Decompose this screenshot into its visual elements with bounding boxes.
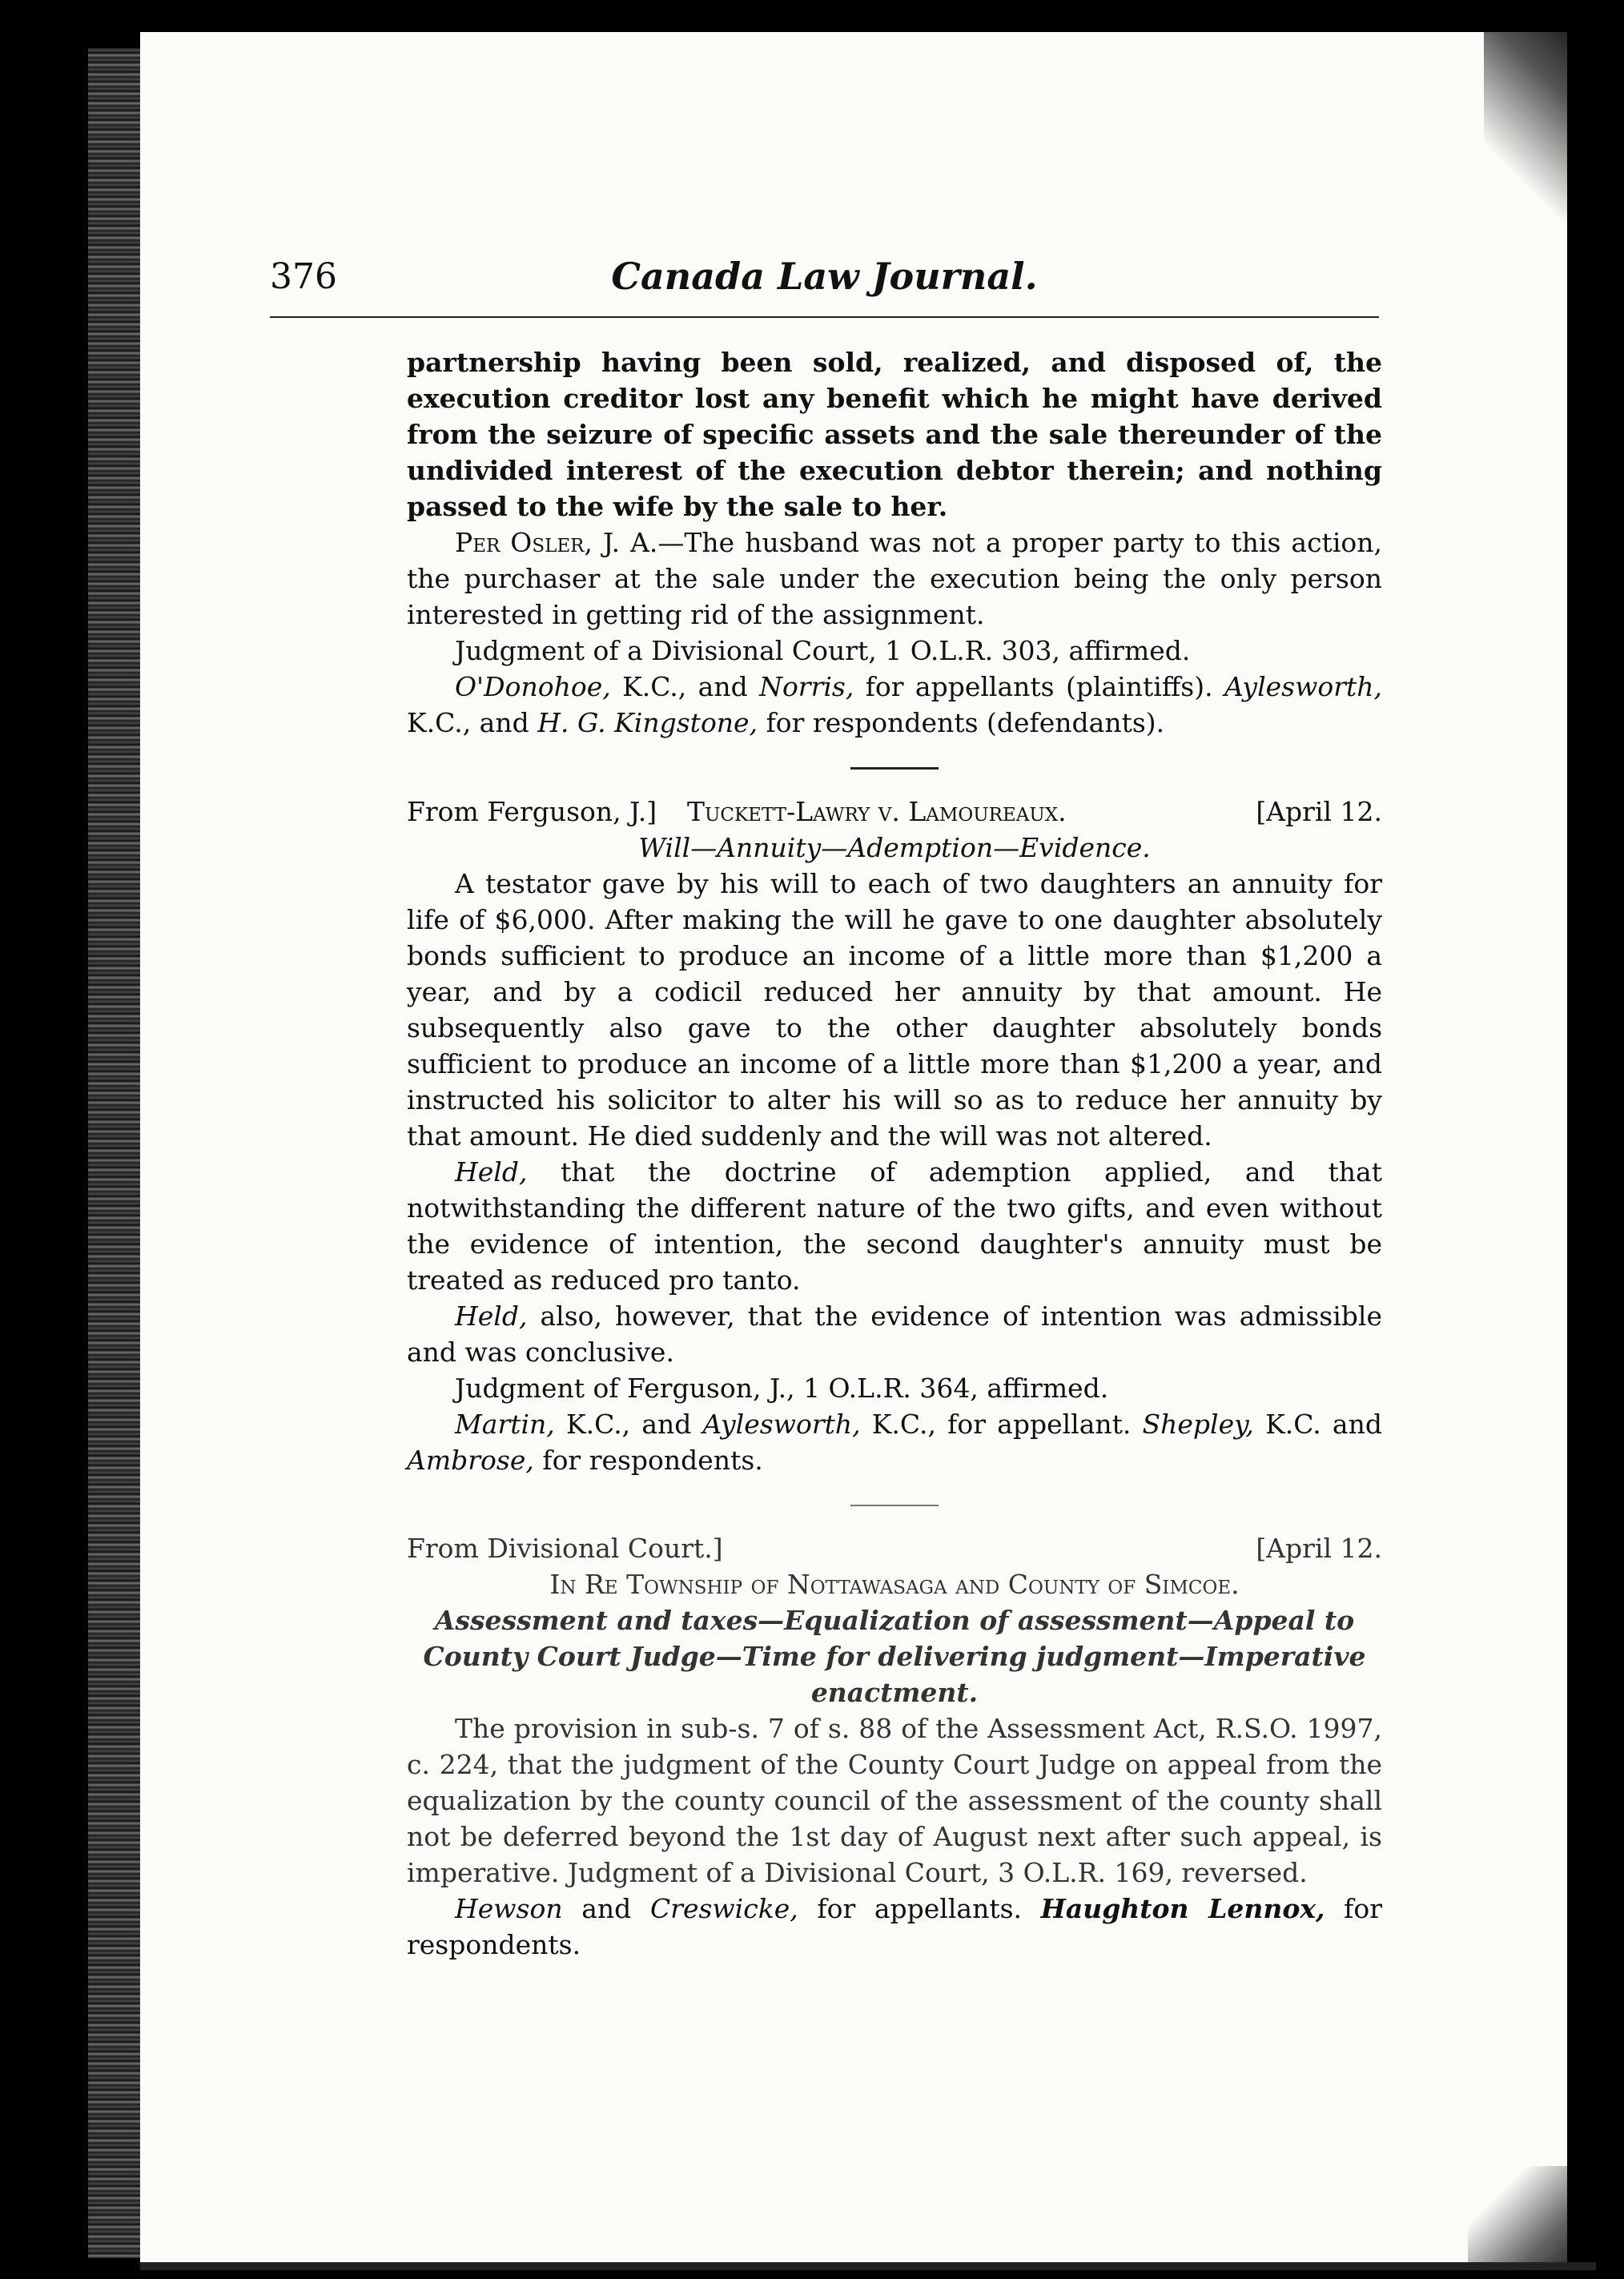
counsel-name: H. G. Kingstone, bbox=[537, 707, 758, 738]
counsel-name: Norris, bbox=[759, 671, 854, 702]
case-1-counsel bbox=[407, 669, 1382, 741]
case-3-date: [April 12. bbox=[1256, 1533, 1382, 1564]
running-title: Canada Law Journal. bbox=[611, 255, 1038, 298]
case-3 bbox=[407, 1530, 1382, 1963]
header-rule bbox=[270, 316, 1379, 318]
counsel-text: for appellants. bbox=[798, 1893, 1041, 1924]
case-3-from-court: From Divisional Court.] bbox=[407, 1533, 723, 1564]
case-1 bbox=[407, 344, 1382, 741]
held-label: Held, bbox=[455, 1300, 528, 1332]
counsel-name: Hewson bbox=[455, 1893, 563, 1924]
page-body bbox=[407, 344, 1382, 1963]
counsel-name: Haughton Lennox, bbox=[1040, 1893, 1325, 1924]
counsel-text: K.C. and bbox=[1253, 1409, 1382, 1440]
counsel-text: and bbox=[562, 1893, 650, 1924]
counsel-name: Shepley, bbox=[1142, 1409, 1254, 1440]
case-3-subject: Assessment and taxes—Equalization of assessment—Appeal to County Court Judge—Time for delivering judgment—Imperative enactment. bbox=[423, 1605, 1366, 1708]
counsel-name: Martin, bbox=[455, 1409, 555, 1440]
case-1-paragraph-2 bbox=[407, 525, 1382, 633]
case-2-subject: Will—Annuity—Ademption—Evidence. bbox=[638, 832, 1151, 863]
counsel-text: for respondents (defendants). bbox=[758, 707, 1165, 738]
page-number: 376 bbox=[270, 256, 337, 297]
case-1-per-text: —The husband was not a proper party to this action, the purchaser at the sale under the execution being the only person interested in getting rid of the assignment. bbox=[407, 527, 1382, 630]
case-3-heading-line bbox=[407, 1530, 1382, 1566]
held-text: that the doctrine of ademption applied, and that notwithstanding the different nature of the two gifts, and even without the evidence of intention, the second daughter's annuity must be treated as reduced pro tanto. bbox=[407, 1156, 1382, 1296]
counsel-text: K.C., and bbox=[407, 707, 538, 738]
section-separator bbox=[850, 767, 939, 770]
counsel-text: K.C., and bbox=[554, 1409, 703, 1440]
case-1-judgment: Judgment of a Divisional Court, 1 O.L.R. 303, affirmed. bbox=[455, 635, 1191, 666]
counsel-text: K.C., and bbox=[610, 671, 760, 702]
case-3-case-name: In Re Township of Nottawasaga and County of Simcoe. bbox=[549, 1569, 1240, 1600]
case-2-from-court: From Ferguson, J.] bbox=[407, 796, 657, 827]
case-2-heading-line bbox=[407, 794, 1382, 830]
counsel-text: for respondents. bbox=[407, 1893, 1382, 1960]
case-2 bbox=[407, 794, 1382, 1478]
counsel-name: O'Donohoe, bbox=[455, 671, 611, 702]
page-header bbox=[270, 255, 1379, 319]
counsel-name: Aylesworth, bbox=[702, 1409, 861, 1440]
held-label: Held, bbox=[455, 1156, 528, 1188]
case-2-judgment: Judgment of Ferguson, J., 1 O.L.R. 364, affirmed. bbox=[455, 1373, 1109, 1404]
counsel-name: Ambrose, bbox=[407, 1445, 534, 1476]
case-2-held-1 bbox=[407, 1154, 1382, 1298]
case-2-date: [April 12. bbox=[1256, 796, 1382, 827]
section-separator bbox=[850, 1505, 939, 1506]
counsel-text: K.C., for appellant. bbox=[860, 1409, 1143, 1440]
scan-right-edge bbox=[1567, 32, 1596, 2270]
counsel-text: for appellants (plaintiffs). bbox=[854, 671, 1224, 702]
case-2-paragraph-1: A testator gave by his will to each of two daughters an annuity for life of $6,000. After making the will he gave to one daughter absolutely bonds sufficient to produce an income of a little more than $1,200 a year, and by a codicil reduced her annuity by that amount. He subsequently also gave to the other daughter absolutely bonds sufficient to produce an income of a little more than $1,200 a year, and instructed his solicitor to alter his will so as to reduce her annuity by that amount. He died suddenly and the will was not altered. bbox=[407, 868, 1382, 1152]
held-text: also, however, that the evidence of intention was admissible and was conclusive. bbox=[407, 1300, 1382, 1368]
counsel-name: Creswicke, bbox=[649, 1893, 798, 1924]
counsel-text: for respondents. bbox=[533, 1445, 763, 1476]
case-2-held-2 bbox=[407, 1298, 1382, 1370]
case-2-counsel bbox=[407, 1406, 1382, 1478]
case-1-per-judge: Per Osler, J. A. bbox=[455, 527, 658, 558]
scan-bottom-edge bbox=[140, 2262, 1596, 2270]
case-2-case-name: Tuckett-Lawry v. Lamoureaux. bbox=[687, 796, 1067, 827]
counsel-name: Aylesworth, bbox=[1224, 671, 1382, 702]
case-3-counsel bbox=[407, 1891, 1382, 1963]
case-1-paragraph-1: partnership having been sold, realized, and disposed of, the execution creditor lost any benefit which he might have derived from the seizure of specific assets and the sale thereunder of the undivided interest of the execution debtor therein; and nothing passed to the wife by the sale to her. bbox=[407, 347, 1382, 522]
case-3-paragraph-1: The provision in sub-s. 7 of s. 88 of the Assessment Act, R.S.O. 1997, c. 224, that the judgment of the County Court Judge on appeal from the equalization by the county council of the assessment of the county shall not be deferred beyond the 1st day of August next after such appeal, is imperative. Judgment of a Divisional Court, 3 O.L.R. 169, reversed. bbox=[407, 1713, 1382, 1888]
